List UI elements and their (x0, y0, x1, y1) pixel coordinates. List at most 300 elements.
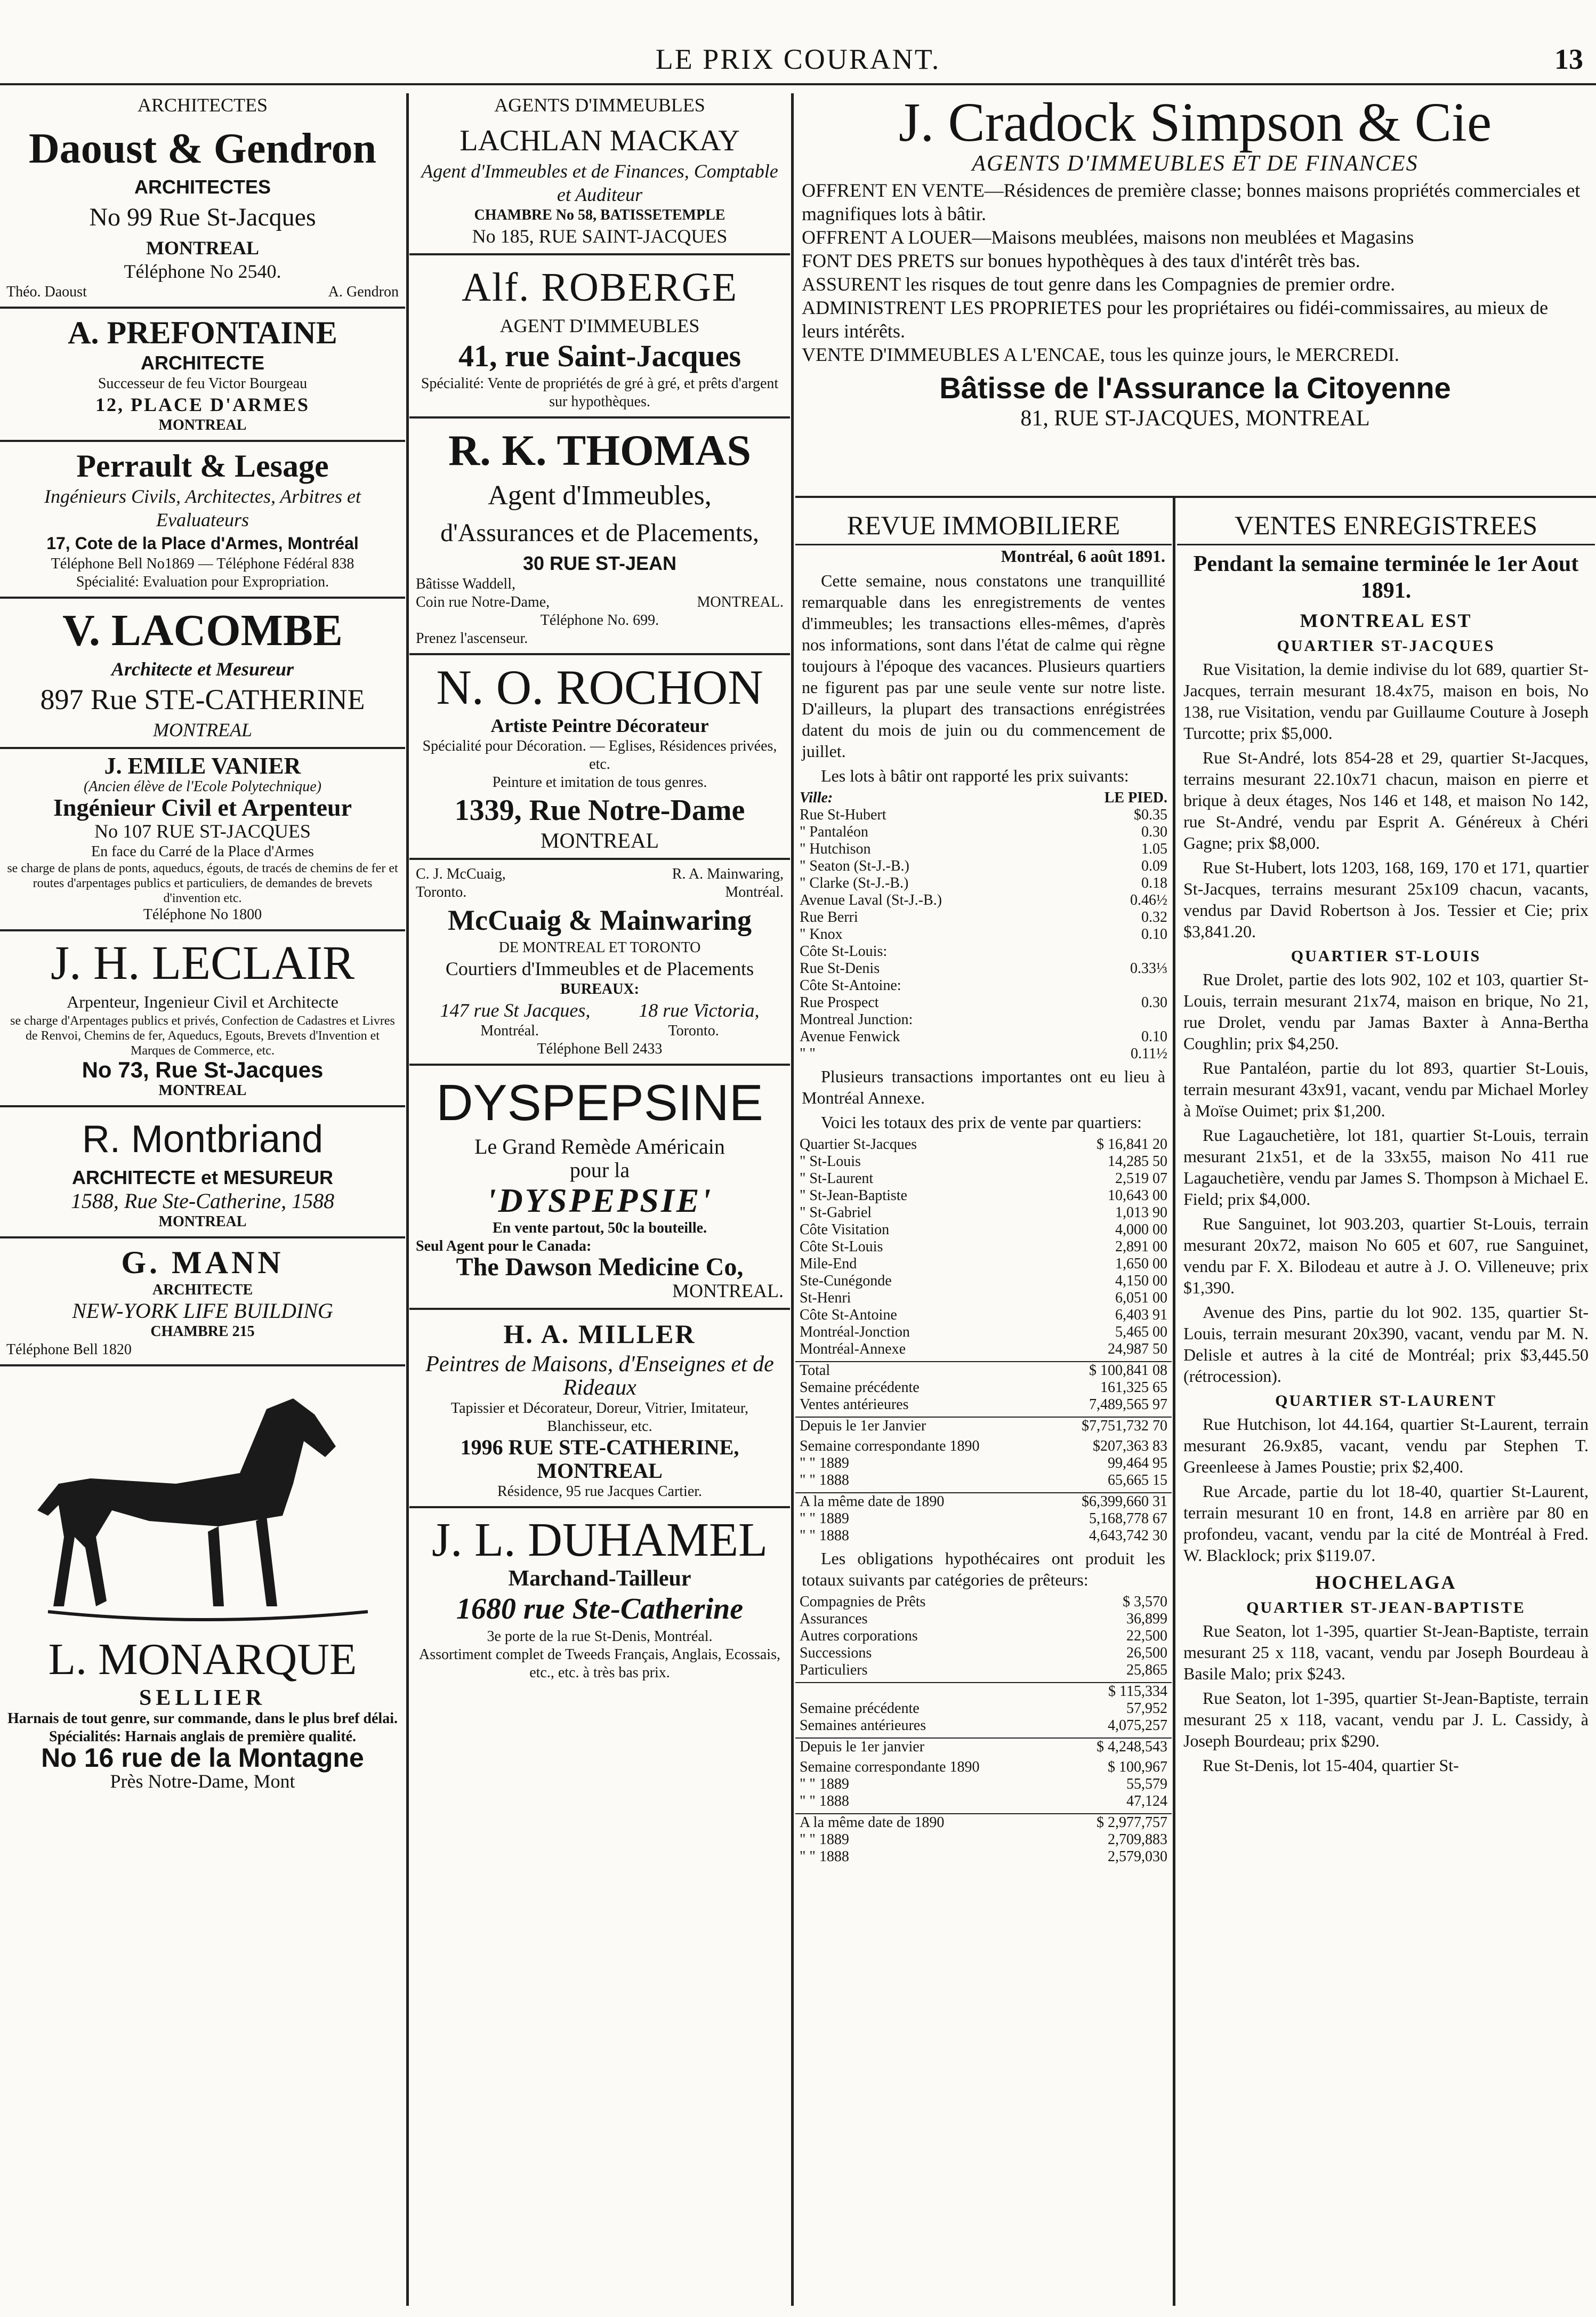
table-row (795, 1045, 1172, 1063)
table-cell: Mile-End (800, 1256, 857, 1272)
ad-near: 3e porte de la rue St-Denis, Montréal. (487, 1628, 713, 1645)
ad-address: No 16 rue de la Montagne (41, 1743, 364, 1773)
section-title: AGENTS D'IMMEUBLES (494, 94, 705, 116)
table-cell: " St-Louis (800, 1153, 861, 1170)
table-cell: $ 2,977,757 (1043, 1814, 1172, 1831)
table-row (795, 1527, 1172, 1544)
table-cell: 0.11½ (1131, 1045, 1167, 1062)
table-cell: Côte St-Antoine: (800, 977, 901, 994)
table-cell: " " 1889 (800, 1455, 849, 1471)
ad-price: En vente partout, 50c la bouteille. (492, 1220, 707, 1236)
table-row (795, 1510, 1172, 1527)
table-row (795, 1628, 1172, 1645)
table-cell: Rue Prospect (800, 994, 879, 1011)
table-row (795, 1662, 1172, 1679)
ad-role: Agent d'Immeubles, (488, 480, 712, 511)
sale-entry: Rue St-Hubert, lots 1203, 168, 169, 170 et 171, quartier St-Jacques, terrains mesurant 25x109 chacun, vacants, vendus par David Robertson à Jos. Tessier et Cie; prix $3,841.20. (1183, 858, 1589, 941)
table-row (795, 875, 1172, 892)
table-cell: 4,643,742 30 (1089, 1527, 1167, 1544)
table-cell: Semaine correspondante 1890 (800, 1759, 980, 1775)
table-cell: $207,363 83 (1093, 1438, 1167, 1454)
table-cell: 0.33⅓ (1130, 960, 1167, 977)
ad-room: CHAMBRE No 58, BATISSETEMPLE (474, 207, 726, 223)
ad-elevator: Prenez l'ascenseur. (416, 630, 528, 647)
table-cell: " Knox (800, 926, 843, 943)
ad-duhamel (409, 1508, 790, 1687)
ad-address: 17, Cote de la Place d'Armes, Montréal (46, 534, 359, 553)
quartier-title: QUARTIER ST-LAURENT (1275, 1392, 1497, 1410)
table-row (795, 841, 1172, 858)
table-cell: 2,709,883 (1108, 1831, 1167, 1848)
table-row (795, 1831, 1172, 1848)
column-rule (1173, 496, 1175, 2306)
ad-role: Ingénieur Civil et Arpenteur (53, 794, 352, 821)
office-address: 147 rue St Jacques, (440, 1000, 591, 1021)
ad-vanier (0, 749, 405, 931)
quartier-title: QUARTIER ST-JEAN-BAPTISTE (1246, 1599, 1526, 1616)
table-cell: " Pantaléon (800, 824, 868, 840)
ad-role: Arpenteur, Ingenieur Civil et Architecte (67, 992, 338, 1011)
table-cell: 6,051 00 (1115, 1290, 1167, 1306)
ad-room: CHAMBRE 215 (150, 1323, 255, 1340)
table-cell: Assurances (800, 1611, 868, 1627)
table-cell: Montréal-Jonction (800, 1324, 910, 1340)
office-address: 18 rue Victoria, (639, 1000, 760, 1021)
ad-near: Près Notre-Dame, Mont (110, 1771, 295, 1792)
table-header: LE PIED. (1104, 790, 1167, 806)
table-cell: Ventes antérieures (800, 1396, 909, 1413)
offer-line: OFFRENT EN VENTE—Résidences de première classe; bonnes maisons propriétés commerciales et magnifiques lots à bâtir. (802, 180, 1581, 224)
article-date: Montréal, 6 août 1891. (1001, 546, 1165, 566)
ad-address: No 73, Rue St-Jacques (82, 1057, 324, 1082)
table-cell: Semaine correspondante 1890 (800, 1438, 980, 1454)
table-cell: $0.35 (1134, 807, 1167, 823)
table-row (795, 892, 1172, 909)
ad-agent: Seul Agent pour le Canada: (416, 1238, 592, 1254)
newspaper-title: LE PRIX COURANT. (655, 43, 941, 75)
ad-role: Courtiers d'Immeubles et de Placements (445, 958, 754, 979)
table-cell: Côte St-Louis: (800, 943, 888, 960)
ad-role: d'Assurances et de Placements, (440, 519, 759, 547)
table-cell (1051, 1011, 1172, 1028)
table-cell: Rue Berri (800, 909, 858, 926)
article-paragraph: Les obligations hypothécaires ont produit les totaux suivants par catégories de prêteurs: (802, 1549, 1165, 1589)
table-row (795, 807, 1172, 824)
ventes-lead: Pendant la semaine terminée le 1er Aout 1891. (1193, 552, 1579, 603)
table-cell: " " 1889 (800, 1510, 849, 1527)
table-cell: 26,500 (1126, 1645, 1167, 1661)
table-cell: 2,891 00 (1115, 1238, 1167, 1255)
table-cell: Particuliers (800, 1662, 868, 1678)
table-cell: $ 3,570 (1123, 1594, 1167, 1610)
table-row (795, 824, 1172, 841)
table-cell: " " 1888 (800, 1472, 849, 1489)
offer-line: FONT DES PRETS sur bonues hypothèques à des taux d'intérêt très bas. (802, 250, 1360, 271)
table-cell: Avenue Laval (St-J.-B.) (800, 892, 942, 908)
table-cell: " " (800, 1045, 816, 1062)
table-row (795, 909, 1172, 926)
ad-roberge (409, 255, 790, 419)
article-paragraph: Voici les totaux des prix de vente par quartiers: (821, 1113, 1142, 1132)
sale-entry: Rue Arcade, partie du lot 18-40, quartier St-Laurent, terrain mesurant 10 en front, 14.8 en arrière par 80 en profondeu, vacant, vendu par la cité de Montréal à Fred. W. Blacklock; prix $119.07. (1183, 1482, 1589, 1565)
table-cell: 1.05 (1141, 841, 1167, 857)
table-row (795, 1645, 1172, 1662)
table-cell: Avenue Fenwick (800, 1028, 900, 1045)
district-title: MONTREAL EST (1300, 610, 1472, 631)
table-cell: 0.10 (1141, 926, 1167, 943)
quartier-title: QUARTIER ST-LOUIS (1291, 947, 1481, 965)
ad-specialty: Spécialité pour Décoration. — Eglises, Résidences privées, etc. (422, 738, 777, 773)
table-row (795, 1238, 1172, 1256)
table-row (795, 1848, 1172, 1865)
table-row (795, 1379, 1172, 1396)
ad-name: N. O. ROCHON (436, 660, 763, 714)
ad-thomas (409, 419, 790, 655)
table-cell: " Clarke (St-J.-B.) (800, 875, 909, 891)
table-row (795, 1611, 1172, 1628)
partner-name: C. J. McCuaig, (416, 866, 506, 882)
horse-harness-illustration (6, 1377, 399, 1633)
ad-role: Artiste Peintre Décorateur (490, 715, 709, 736)
table-cell: " " 1888 (800, 1793, 849, 1809)
table-cell: 22,500 (1126, 1628, 1167, 1644)
partner-name: Théo. Daoust (6, 284, 87, 300)
ad-imitation: Peinture et imitation de tous genres. (492, 774, 707, 791)
table-row (795, 1187, 1172, 1204)
ad-name: R. Montbriand (82, 1118, 324, 1161)
ad-offices: BUREAUX: (560, 981, 639, 997)
quartier-title: QUARTIER ST-JACQUES (1277, 637, 1495, 655)
offer-line: VENTE D'IMMEUBLES A L'ENCAE, tous les quinze jours, le MERCREDI. (802, 344, 1399, 365)
table-row (795, 1455, 1172, 1472)
table-cell (1051, 977, 1172, 994)
table-row (795, 1290, 1172, 1307)
ad-residence: Résidence, 95 rue Jacques Cartier. (497, 1483, 703, 1500)
offer-line: ADMINISTRENT LES PROPRIETES pour les propriétaires ou fidéi-commissaires, au mieux de leurs intérêts. (802, 297, 1549, 342)
table-row (795, 1341, 1172, 1358)
table-row (795, 1221, 1172, 1238)
table-row (795, 1700, 1172, 1717)
table-row (795, 1776, 1172, 1793)
sale-entry: Rue Sanguinet, lot 903.203, quartier St-Louis, terrain mesurant 20x72, maison No 605 et 607, rue Sanguinet, vendu par F. X. Bilodeau et autre à J. O. Villeneuve; prix $1,390. (1183, 1214, 1589, 1297)
table-cell: 10,643 00 (1108, 1187, 1167, 1204)
page-number: 13 (1554, 43, 1583, 75)
table-cell: Ste-Cunégonde (800, 1273, 892, 1289)
district-title: HOCHELAGA (1315, 1572, 1457, 1593)
ad-role: AGENT D'IMMEUBLES (499, 315, 700, 336)
table-cell: Côte St-Louis (800, 1238, 883, 1255)
ad-prefontaine (0, 309, 405, 442)
page-header (0, 0, 1596, 85)
ad-city: MONTREAL. (672, 1280, 784, 1301)
ad-leclair (0, 931, 405, 1107)
table-cell: " Hutchison (800, 841, 871, 857)
table-cell: " " 1889 (800, 1831, 849, 1848)
ad-name: R. K. THOMAS (448, 426, 751, 474)
offer-line: ASSURENT les risques de tout genre dans les Compagnies de premier ordre. (802, 273, 1396, 295)
column-ventes (1177, 506, 1595, 2306)
ad-name: L. MONARQUE (48, 1635, 357, 1684)
sale-entry: Rue St-Denis, lot 15-404, quartier St- (1203, 1756, 1459, 1775)
table-row (795, 926, 1172, 943)
ad-name: Daoust & Gendron (29, 125, 376, 172)
table-cell: Semaine précédente (800, 1700, 920, 1717)
ad-city: MONTREAL (158, 417, 247, 433)
ad-name: A. PREFONTAINE (68, 315, 337, 350)
table-row (795, 858, 1172, 875)
table-row (795, 1204, 1172, 1221)
table-cell: A la même date de 1890 (795, 1493, 1028, 1510)
table-cell: 4,150 00 (1115, 1273, 1167, 1289)
table-row (795, 1594, 1172, 1611)
table-row (795, 1324, 1172, 1341)
ad-role: Architecte et Mesureur (111, 658, 294, 680)
ad-name: McCuaig & Mainwaring (448, 904, 752, 936)
ad-name: DYSPEPSINE (436, 1074, 763, 1131)
table-cell: 36,899 (1126, 1611, 1167, 1627)
column-revue (795, 506, 1172, 2306)
table-cell: Rue St-Hubert (800, 807, 886, 823)
partner-name: R. A. Mainwaring, (672, 866, 784, 882)
section-heading: VENTES ENREGISTREES (1177, 506, 1595, 545)
table-cell: " St-Jean-Baptiste (800, 1187, 907, 1204)
ad-name: J. H. LECLAIR (51, 937, 354, 989)
article-paragraph: Les lots à bâtir ont rapporté les prix suivants: (821, 766, 1129, 785)
table-row (795, 1256, 1172, 1273)
ad-role: Agent d'Immeubles et de Finances, Comptable et Auditeur (421, 160, 778, 205)
table-row (795, 1273, 1172, 1290)
table-row (795, 943, 1172, 960)
ad-address: 1339, Rue Notre-Dame (454, 794, 745, 827)
ad-address: No 185, RUE SAINT-JACQUES (472, 226, 728, 247)
ad-phone: Téléphone No. 699. (540, 612, 659, 629)
table-cell: 4,000 00 (1115, 1221, 1167, 1238)
table-cell: " Seaton (St-J.-B.) (800, 858, 909, 874)
table-cell: Quartier St-Jacques (800, 1136, 917, 1153)
ad-specialty: Spécialité: Evaluation pour Expropriation. (76, 574, 329, 590)
article-paragraph: Plusieurs transactions importantes ont eu lieu à Montréal Annexe. (802, 1067, 1165, 1107)
table-cell: 0.30 (1141, 994, 1167, 1011)
sale-entry: Rue Pantaléon, partie du lot 893, quartier St-Louis, terrain mesurant 43x91, vacant, vendu par Michael Morley à Moïse Ouimet; prix $1,200. (1183, 1058, 1589, 1120)
table-cell (795, 1683, 1045, 1700)
table-cell: " " 1889 (800, 1776, 849, 1792)
section-title: ARCHITECTES (137, 94, 268, 116)
ad-address: 30 RUE ST-JEAN (522, 552, 677, 574)
article-paragraph: Cette semaine, nous constatons une tranquillité remarquable dans les enregistrements de ventes d'immeubles; les transactions elles-mêmes, d'après nos informations, sont dans l'état de calme qui règne toujours à l'époque des vacances. Plusieurs quartiers ne figurent pas par une seule vente sur notre liste. D'ailleurs, la plupart des transactions enrégistrées datent du mois de juin ou du commencement de juillet. (802, 571, 1165, 761)
ad-phone: Téléphone Bell 2433 (537, 1041, 663, 1057)
ad-dyspepsine (409, 1066, 790, 1310)
ad-city: MONTREAL (146, 237, 259, 259)
ad-name: Alf. ROBERGE (462, 265, 738, 310)
table-row (795, 1717, 1172, 1734)
ad-role: ARCHITECTE (141, 352, 264, 374)
ad-phone: Téléphone No 1800 (143, 906, 262, 923)
ad-address: 41, rue Saint-Jacques (458, 339, 741, 373)
table-cell: 2,519 07 (1115, 1170, 1167, 1187)
ad-mccuaig (409, 860, 790, 1066)
sale-entry: Rue Seaton, lot 1-395, quartier St-Jean-Baptiste, terrain mesurant 25 x 118, vacant, vendu par J. L. Cassidy, à Joseph Bourdeau; prix $290. (1183, 1688, 1589, 1750)
ad-address: No 99 Rue St-Jacques (89, 203, 316, 231)
table-row (795, 1793, 1172, 1810)
ad-name: J. EMILE VANIER (104, 753, 301, 779)
ad-monarque (0, 1377, 405, 1793)
partner-name: A. Gendron (328, 284, 399, 300)
table-cell: Autres corporations (800, 1628, 918, 1644)
ad-specialty: Spécialité: Vente de propriétés de gré à gré, et prêts d'argent sur hypothèques. (421, 375, 779, 410)
ad-role: ARCHITECTE et MESUREUR (71, 1166, 334, 1188)
ad-company: The Dawson Medicine Co, (456, 1253, 744, 1281)
ad-line: Spécialités: Harnais anglais de première qualité. (49, 1728, 357, 1745)
table-cell: 0.10 (1141, 1028, 1167, 1045)
office-city: Toronto. (668, 1023, 719, 1039)
ad-role: ARCHITECTE (152, 1282, 253, 1298)
table-cell: 24,987 50 (1108, 1341, 1167, 1357)
table-cell: Depuis le 1er janvier (795, 1738, 1031, 1756)
ad-stock: Assortiment complet de Tweeds Français, Anglais, Ecossais, etc., etc. à très bas prix. (419, 1646, 780, 1681)
ad-city: MONTREAL (152, 719, 252, 741)
table-cell: Côte St-Antoine (800, 1307, 897, 1323)
ad-lacombe (0, 599, 405, 749)
ad-services: se charge d'Arpentages publics et privés, Confection de Cadastres et Livres de Renvoi, Chemins de fer, Aqueducs, Egouts, Brevets d'Invention et Marques de Commerce, etc. (10, 1014, 395, 1058)
table-cell: Montréal-Annexe (800, 1341, 906, 1357)
table-row (795, 1683, 1172, 1700)
table-row (795, 1028, 1172, 1045)
ad-building: Bâtisse de l'Assurance la Citoyenne (939, 371, 1451, 405)
table-cell: " " 1888 (800, 1527, 849, 1544)
table-row (795, 1396, 1172, 1413)
table-cell: 57,952 (1126, 1700, 1167, 1717)
table-row (795, 1493, 1172, 1510)
table-cell: 0.46½ (1130, 892, 1167, 908)
table-row (795, 1759, 1172, 1776)
ad-city: MONTREAL (158, 1082, 247, 1099)
table-cell: Total (795, 1362, 1020, 1379)
table-cell: 5,465 00 (1115, 1324, 1167, 1340)
ad-role: Marchand-Tailleur (508, 1566, 691, 1591)
ad-successor: Successeur de feu Victor Bourgeau (98, 375, 308, 392)
table-row (795, 1814, 1172, 1831)
table-row (795, 1136, 1172, 1153)
table-cell: 1,013 90 (1115, 1204, 1167, 1221)
table-row (795, 1170, 1172, 1187)
ad-role: ARCHITECTES (134, 176, 271, 198)
table-cell: Rue St-Denis (800, 960, 880, 977)
table-cell: 25,865 (1126, 1662, 1167, 1678)
sale-entry: Rue St-André, lots 854-28 et 29, quartier St-Jacques, terrains mesurant 22.10x71 chacun, maison en pierre et brique à deux étages, Nos 146 et 148, et maison No 142, rue St-André, vendu par Esprit A. Généreux à Chéri Gagne; prix $8,000. (1183, 748, 1589, 852)
ad-phone: Téléphone Bell 1820 (6, 1341, 132, 1358)
ad-cradock-simpson (795, 93, 1595, 498)
ad-locator: En face du Carré de la Place d'Armes (91, 843, 314, 860)
table-cell: 6,403 91 (1115, 1307, 1167, 1323)
ad-name: LACHLAN MACKAY (460, 124, 740, 157)
table-row (795, 1472, 1172, 1489)
sale-entry: Rue Drolet, partie des lots 902, 102 et 103, quartier St-Louis, terrain mesurant 21x74, maison en brique, No 21, rue Drolet, vendu par Jamas Baxter à Anna-Bertha Coughlin; prix $4,250. (1183, 970, 1589, 1053)
table-cell: St-Henri (800, 1290, 851, 1306)
ad-name: H. A. MILLER (503, 1319, 696, 1349)
table-cell: $7,751,732 70 (1017, 1417, 1172, 1435)
table-header: Ville: (800, 790, 833, 806)
table-row (795, 1438, 1172, 1455)
table-cell: $ 4,248,543 (1031, 1738, 1172, 1756)
partner-city: Montréal. (725, 884, 784, 900)
table-cell: 4,075,257 (1108, 1717, 1167, 1734)
ad-name: V. LACOMBE (62, 606, 343, 655)
column-architectes (0, 93, 405, 2306)
table-row (795, 1307, 1172, 1324)
table-cell: " " 1888 (800, 1848, 849, 1865)
ad-line: Harnais de tout genre, sur commande, dans le plus bref délai. (7, 1710, 398, 1727)
table-row (795, 960, 1172, 977)
table-cell: 14,285 50 (1108, 1153, 1167, 1170)
table-cell: 55,579 (1126, 1776, 1167, 1792)
ad-name: G. MANN (121, 1245, 284, 1280)
ad-services: se charge de plans de ponts, aqueducs, égouts, de tracés de chemins de fer et routes d'arpentages publics et particuliers, de demandes de brevets d'invention etc. (7, 862, 398, 905)
ad-corner: Coin rue Notre-Dame, (416, 594, 550, 610)
sale-entry: Rue Lagauchetière, lot 181, quartier St-Louis, terrain mesurant 21x51, et de la 33x55, maison No 411 rue Lagauchetière, vendu par James S. Thompson à Michael E. Field; prix $4,000. (1183, 1125, 1589, 1209)
table-cell: 65,665 15 (1108, 1472, 1167, 1489)
partner-city: Toronto. (416, 884, 467, 900)
ad-address: 1996 RUE STE-CATHERINE, MONTREAL (460, 1435, 739, 1483)
ad-city: MONTREAL (158, 1213, 247, 1230)
ad-mackay (409, 117, 790, 255)
table-cell: Semaines antérieures (800, 1717, 926, 1734)
ad-miller (409, 1310, 790, 1508)
table-cell: 0.30 (1141, 824, 1167, 840)
sale-entry: Rue Visitation, la demie indivise du lot 689, quartier St-Jacques, terrain mesurant 18.4x75, maison en bois, No 138, rue Visitation, vendu par Guillaume Couture à Joseph Turcotte; prix $5,000. (1183, 659, 1589, 743)
ad-note: (Ancien élève de l'Ecole Polytechnique) (84, 778, 321, 795)
table-cell: Côte Visitation (800, 1221, 890, 1238)
table-cell: $6,399,660 31 (1028, 1493, 1172, 1510)
ad-address: 81, RUE ST-JACQUES, MONTREAL (1020, 406, 1370, 431)
table-cell: 7,489,565 97 (1089, 1396, 1167, 1413)
table-row (795, 1153, 1172, 1170)
table-row (795, 1011, 1172, 1028)
ad-offers (795, 175, 1595, 369)
table-cell: Successions (800, 1645, 872, 1661)
ad-phone: Téléphone No 2540. (124, 261, 281, 282)
table-cell: 0.32 (1141, 909, 1167, 926)
sale-entry: Avenue des Pins, partie du lot 902. 135, quartier St-Louis, terrain mesurant 20x390, vacant, vendu par M. N. Delisle et autres à la cité de Montréal; prix $3,445.50 (rétrocession). (1183, 1302, 1589, 1386)
table-cell: 2,579,030 (1108, 1848, 1167, 1865)
ad-trades: Tapissier et Décorateur, Doreur, Vitrier, Imitateur, Blanchisseur, etc. (450, 1400, 749, 1435)
table-cell: " St-Laurent (800, 1170, 874, 1187)
table-row (795, 994, 1172, 1011)
table-cell: Montreal Junction: (800, 1011, 913, 1028)
ad-name: Perrault & Lesage (76, 448, 329, 484)
table-row (795, 1362, 1172, 1379)
table-cell: A la même date de 1890 (795, 1814, 1043, 1831)
ad-building: NEW-YORK LIFE BUILDING (72, 1299, 333, 1323)
column-rule (406, 93, 409, 2306)
table-cell: 47,124 (1126, 1793, 1167, 1809)
table-cell: 1,650 00 (1115, 1256, 1167, 1272)
ad-role: Peintres de Maisons, d'Enseignes et de Rideaux (425, 1352, 774, 1400)
table-cell: 161,325 65 (1100, 1379, 1167, 1396)
ad-target: 'DYSPEPSIE' (486, 1181, 713, 1219)
ad-address: No 107 RUE ST-JACQUES (94, 820, 311, 842)
table-cell: $ 115,334 (1045, 1683, 1172, 1700)
ad-address: 1588, Rue Ste-Catherine, 1588 (70, 1189, 335, 1213)
ad-name: J. Cradock Simpson & Cie (898, 93, 1492, 153)
ad-line: Le Grand Remède Américain (474, 1135, 725, 1158)
table-cell: Semaine précédente (800, 1379, 920, 1396)
table-cell: 0.09 (1141, 858, 1167, 874)
table-cell: Depuis le 1er Janvier (795, 1417, 1017, 1435)
ad-sub: DE MONTREAL ET TORONTO (498, 939, 701, 956)
table-cell: Compagnies de Prêts (800, 1594, 926, 1610)
table-cell: $ 16,841 20 (1097, 1136, 1167, 1153)
ad-address: 12, PLACE D'ARMES (95, 394, 310, 415)
